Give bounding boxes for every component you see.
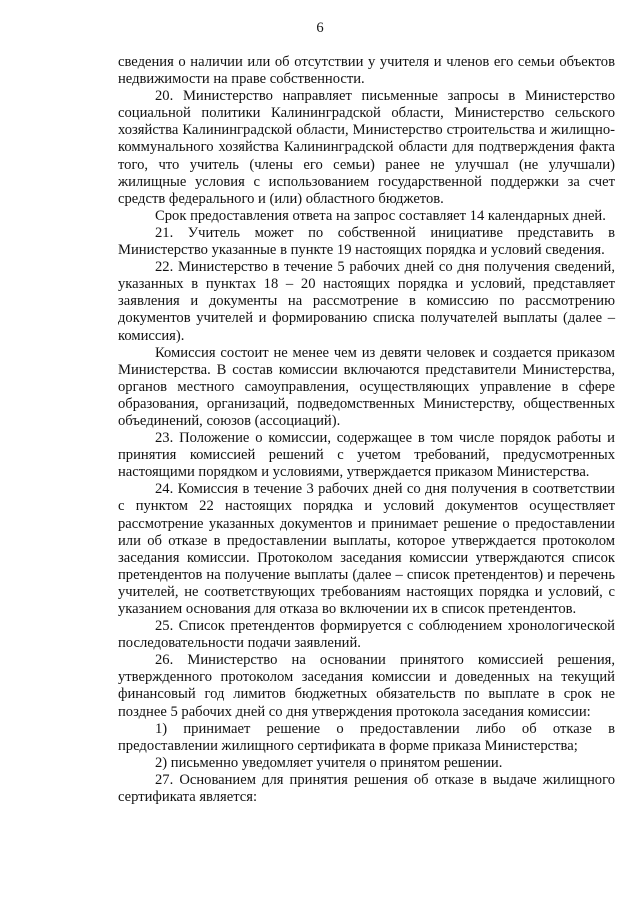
paragraph-item-25: 25. Список претендентов формируется с соблюдением хронологической последовательности подачи заявлений. — [118, 618, 615, 652]
paragraph-commission-composition: Комиссия состоит не менее чем из девяти человек и создается приказом Министерства. В состав комиссии включаются представители Министерства, органов местного самоуправления, осуществляющих управление в сфере образования, организаций, подведомственных Министерству, общественных объединений, союзов (ассоциаций). — [118, 344, 615, 429]
paragraph-item-27: 27. Основанием для принятия решения об отказе в выдаче жилищного сертификата является: — [118, 771, 615, 806]
paragraph-continuation: сведения о наличии или об отсутствии у учителя и членов его семьи объектов недвижимости на праве собственности. — [118, 54, 615, 88]
paragraph-item-24: 24. Комиссия в течение 3 рабочих дней со дня получения в соответствии с пунктом 22 настоящих порядка и условий документов осуществляет рассмотрение указанных документов и принимает решение о предоставлении или об отказе в предоставлении выплаты, которое утверждается протоколом заседания комиссии. Протоколом заседания комиссии утверждаются список претендентов на получение выплаты (далее – список претендентов) и перечень учителей, не соответствующих требованиям настоящих порядка и условий, с указанием основания для отказа во включении их в список претендентов. — [118, 481, 615, 617]
paragraph-subitem-1: 1) принимает решение о предоставлении либо об отказе в предоставлении жилищного сертификата в форме приказа Министерства; — [118, 720, 615, 754]
paragraph-item-26: 26. Министерство на основании принятого комиссией решения, утвержденного протоколом заседания комиссии и доведенных на текущий финансовый год лимитов бюджетных обязательств по выплате в срок не позднее 5 рабочих дней со дня утверждения протокола заседания комиссии: — [118, 652, 615, 720]
paragraph-item-21: 21. Учитель может по собственной инициативе представить в Министерство указанные в пункте 19 настоящих порядка и условий сведения. — [118, 224, 615, 259]
document-body — [118, 54, 615, 806]
paragraph-item-22: 22. Министерство в течение 5 рабочих дней со дня получения сведений, указанных в пунктах 18 – 20 настоящих порядка и условий, представляет заявления и документы на рассмотрение в комиссию по рассмотрению документов учителей и формированию списка получателей выплаты (далее – комиссия). — [118, 259, 615, 344]
paragraph-response-deadline: Срок предоставления ответа на запрос составляет 14 календарных дней. — [155, 207, 606, 224]
paragraph-item-20: 20. Министерство направляет письменные запросы в Министерство социальной политики Калининградской области, Министерство сельского хозяйства Калининградской области, Министерство строительства и жилищно-коммунального хозяйства Калининградской области для подтверждения факта того, что учитель (члены его семьи) ранее не улучшал (не улучшали) жилищные условия с использованием государственной поддержки за счет средств федерального и (или) областного бюджетов. — [118, 88, 615, 207]
page-number: 6 — [316, 20, 324, 36]
paragraph-subitem-2: 2) письменно уведомляет учителя о принятом решении. — [155, 754, 503, 771]
paragraph-item-23: 23. Положение о комиссии, содержащее в том числе порядок работы и принятия комиссией решений с учетом требований, предусмотренных настоящими порядком и условиями, утверждается приказом Министерства. — [118, 430, 615, 481]
